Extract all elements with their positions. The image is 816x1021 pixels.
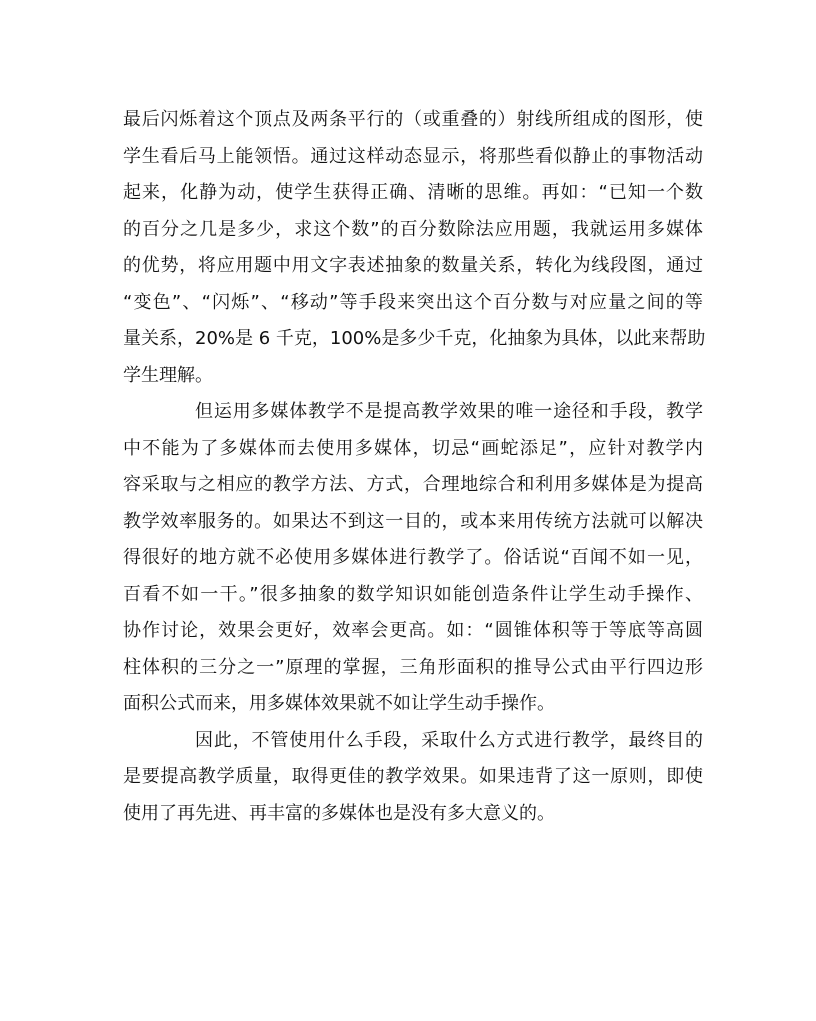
text-line: 但运用多媒体教学不是提高教学效果的唯一途径和手段，教学 — [195, 401, 703, 422]
text-line: 的优势，将应用题中用文字表述抽象的数量关系，转化为线段图，通过 — [123, 255, 703, 276]
text-line: 容采取与之相应的教学方法、方式，合理地综合和利用多媒体是为提高 — [123, 474, 703, 495]
text-line: 学生理解。 — [123, 364, 213, 386]
paragraph-2 — [123, 394, 703, 723]
paragraph-1 — [123, 102, 706, 394]
text-line: 是要提高教学质量，取得更佳的教学效果。如果违背了这一原则，即使 — [123, 766, 703, 787]
text-line: 量关系，20%是 6 千克，100%是多少千克，化抽象为具体，以此来帮助 — [123, 328, 706, 349]
text-line: 教学效率服务的。如果达不到这一目的，或本来用传统方法就可以解决 — [123, 510, 703, 532]
text-line: 面积公式而来，用多媒体效果就不如让学生动手操作。 — [123, 693, 555, 714]
paragraph-3 — [123, 723, 703, 833]
text-line: 的百分之几是多少，求这个数”的百分数除法应用题，我就运用多媒体 — [123, 218, 703, 240]
text-line: 中不能为了多媒体而去使用多媒体，切忌“画蛇添足”，应针对教学内 — [123, 437, 703, 459]
text-line: 因此，不管使用什么手段，采取什么方式进行教学，最终目的 — [195, 729, 703, 751]
text-line: 协作讨论，效果会更好，效率会更高。如：“圆锥体积等于等底等高圆 — [123, 620, 703, 641]
text-line: 最后闪烁着这个顶点及两条平行的（或重叠的）射线所组成的图形，使 — [123, 109, 703, 130]
body-text — [123, 102, 706, 832]
text-line: 柱体积的三分之一”原理的掌握，三角形面积的推导公式由平行四边形 — [123, 656, 703, 678]
text-line: 起来，化静为动，使学生获得正确、清晰的思维。再如：“已知一个数 — [123, 182, 703, 203]
text-line: 得很好的地方就不必使用多媒体进行教学了。俗话说“百闻不如一见， — [123, 547, 703, 568]
text-line: 使用了再先进、再丰富的多媒体也是没有多大意义的。 — [123, 802, 555, 824]
text-line: “变色”、“闪烁”、“移动”等手段来突出这个百分数与对应量之间的等 — [123, 291, 703, 313]
text-line: 百看不如一干。”很多抽象的数学知识如能创造条件让学生动手操作、 — [123, 583, 703, 605]
text-line: 学生看后马上能领悟。通过这样动态显示，将那些看似静止的事物活动 — [123, 145, 703, 167]
